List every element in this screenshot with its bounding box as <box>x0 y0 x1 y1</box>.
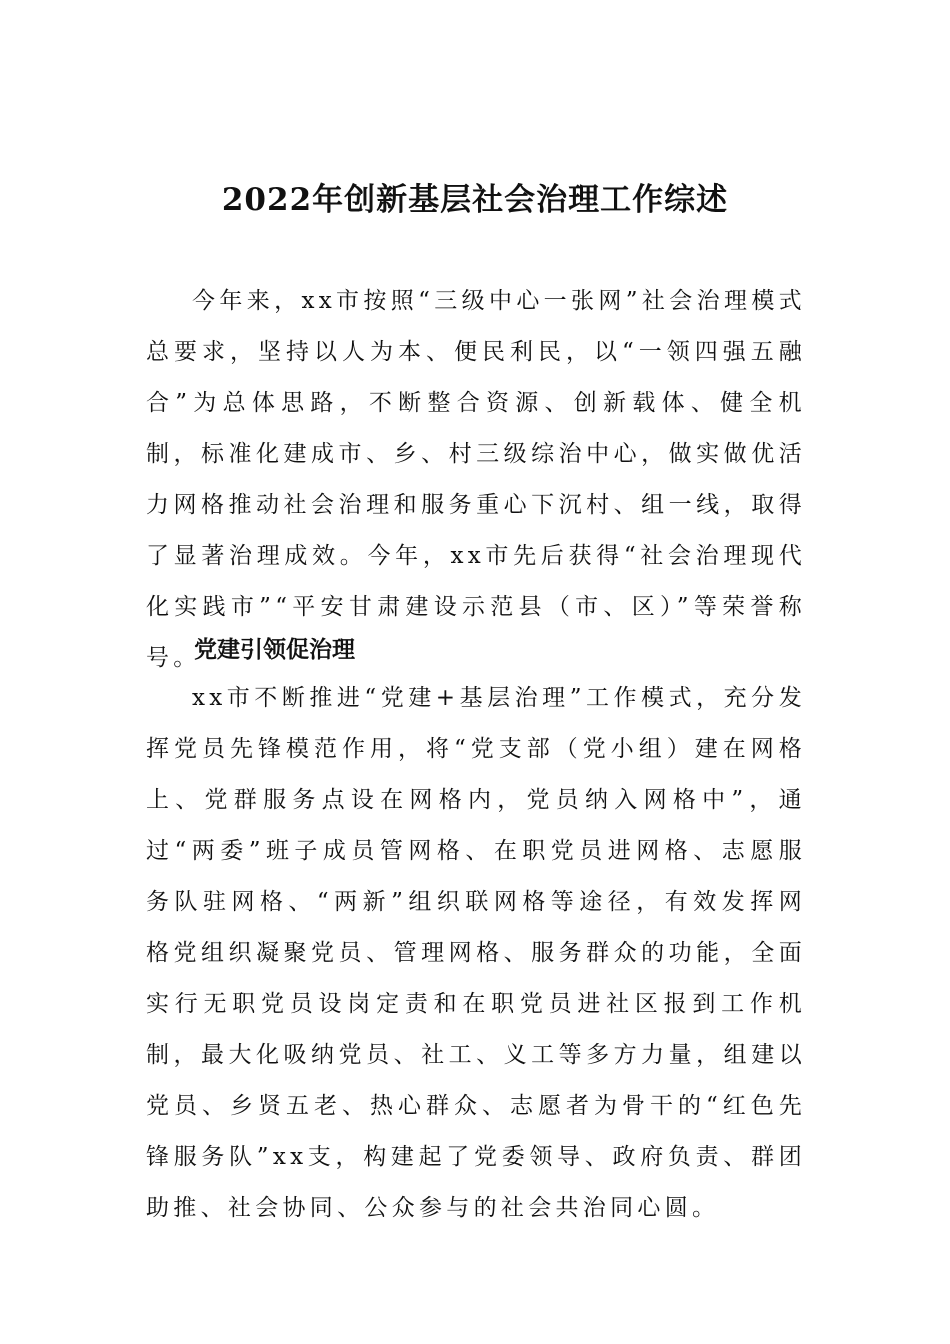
intro-paragraph: 今年来，xx市按照“三级中心一张网”社会治理模式总要求，坚持以人为本、便民利民，以“一领四强五融合”为总体思路，不断整合资源、创新载体、健全机制，标准化建成市、乡、村三级综治中心，做实做优活力网格推动社会治理和服务重心下沉村、组一线，取得了显著治理成效。今年，xx市先后获得“社会治理现代化实践市”“平安甘肃建设示范县（市、区）”等荣誉称号。 <box>146 288 806 671</box>
document-title: 2022年创新基层社会治理工作综述 <box>221 182 729 218</box>
section-heading: 党建引领促治理 <box>194 637 355 663</box>
section-paragraph: xx市不断推进“党建+基层治理”工作模式，充分发挥党员先锋模范作用，将“党支部（党小组）建在网格上、党群服务点设在网格内，党员纳入网格中”，通过“两委”班子成员管网格、在职党员进网格、志愿服务队驻网格、“两新”组织联网格等途径，有效发挥网格党组织凝聚党员、管理网格、服务群众的功能，全面实行无职党员设岗定责和在职党员进社区报到工作机制，最大化吸纳党员、社工、义工等多方力量，组建以党员、乡贤五老、热心群众、志愿者为骨干的“红色先锋服务队”xx支，构建起了党委领导、政府负责、群团助推、社会协同、公众参与的社会共治同心圆。 <box>146 685 806 1221</box>
